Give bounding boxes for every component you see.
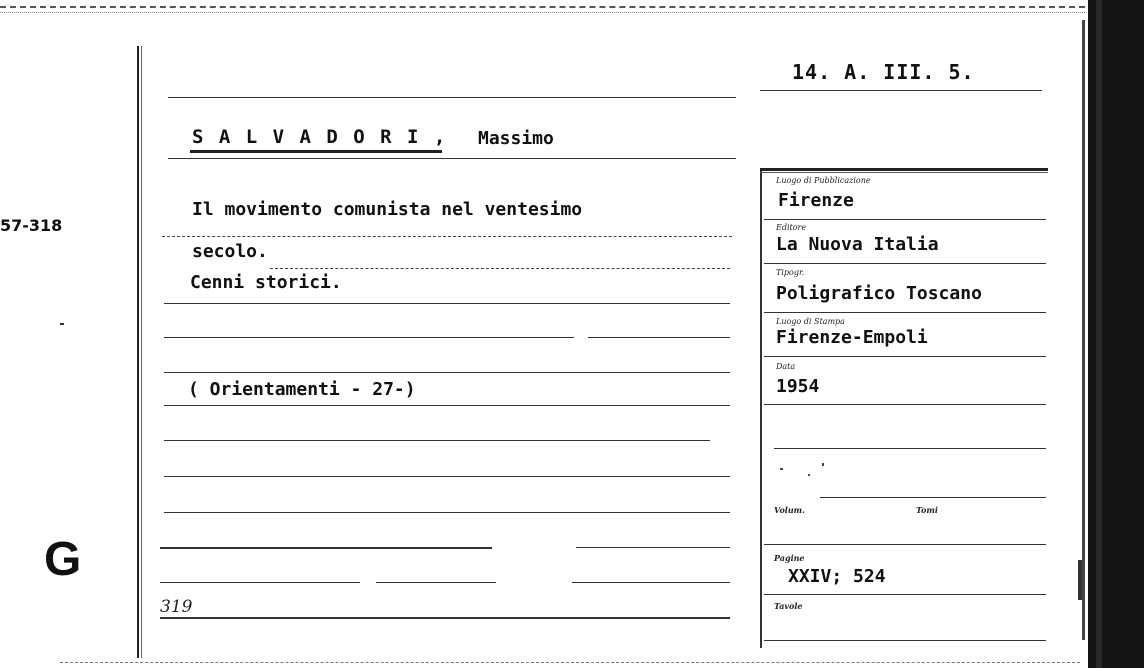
scan-speck [808,474,810,476]
plates-label: Tavole [774,601,803,611]
card-right-edge [1082,20,1085,640]
field-rule [764,312,1046,313]
field-rule [774,448,1046,449]
rule-line [164,512,730,513]
author-underline [190,150,442,153]
margin-letter: G [44,533,82,586]
print-place-label: Luogo di Stampa [776,317,845,326]
card-left-rule [137,46,139,658]
print-place-value: Firenze-Empoli [776,327,928,348]
field-rule [764,404,1046,405]
date-label: Data [776,362,796,371]
scan-speck [1078,560,1082,600]
rule-line [270,268,730,269]
field-rule [764,263,1046,264]
author-given-name: Massimo [478,128,554,149]
rule-line [160,617,730,619]
rule-line [164,440,710,441]
author-surname: S A L V A D O R I , [192,126,448,148]
subtitle: Cenni storici. [190,272,342,293]
scan-speck [780,468,783,470]
date-value: 1954 [776,376,820,397]
margin-dot [60,323,64,325]
field-rule [764,640,1046,641]
scan-speck [822,463,824,466]
publisher-value: La Nuova Italia [776,234,939,255]
fields-top-rule-2 [760,172,1048,173]
field-rule [764,594,1046,595]
rule-line [572,582,730,583]
rule-line [376,582,496,583]
field-rule [764,544,1046,545]
printer-value: Poligrafico Toscano [776,283,982,304]
field-rule [764,356,1046,357]
rule-line [164,372,730,373]
margin-number: 57-318 [0,216,63,235]
top-edge-line-2 [0,12,1085,13]
place-value: Firenze [778,190,854,211]
shelfmark-underline [760,90,1042,91]
rule-line [160,547,492,549]
place-label: Luogo di Pubblicazione [776,176,871,185]
rule-line [168,158,736,159]
card-left-rule-2 [141,46,142,658]
rule-line [168,97,736,98]
bottom-edge-line [60,662,1080,663]
rule-line [588,337,730,338]
top-edge-line [0,6,1085,8]
rule-line [160,582,360,583]
title-line-1: Il movimento comunista nel ventesimo [192,199,583,220]
printer-label: Tipogr. [776,268,805,277]
publisher-label: Editore [776,223,807,232]
field-rule [820,497,1046,498]
rule-line [576,547,730,548]
rule-line [164,476,730,477]
rule-line [164,337,574,338]
field-rule [764,219,1046,220]
handwritten-note: 319 [160,597,193,617]
tomes-label: Tomi [916,505,938,515]
shelfmark: 14. A. III. 5. [792,60,975,84]
fields-left-rule [760,168,762,648]
title-line-2: secolo. [192,241,268,262]
volumes-label: Volum. [774,505,805,515]
pages-label: Pagine [774,553,805,563]
rule-line [162,236,732,237]
rule-line [164,303,730,304]
fields-top-rule [760,168,1048,171]
scan-edge-highlight [1096,0,1102,668]
rule-line [164,405,730,406]
pages-value: XXIV; 524 [788,566,886,587]
series-statement: ( Orientamenti - 27-) [188,379,416,400]
